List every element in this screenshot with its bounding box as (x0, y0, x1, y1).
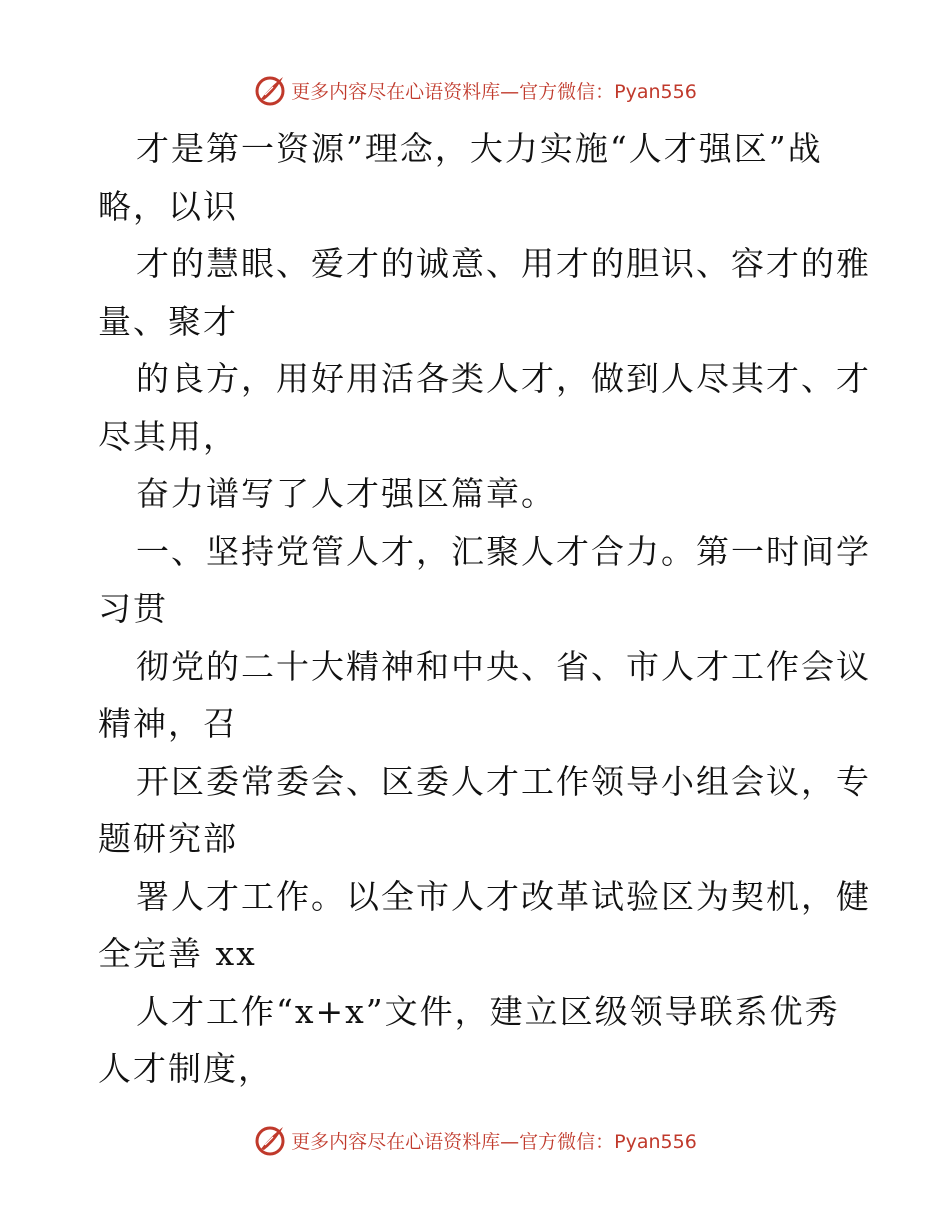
paragraph-line-continued: 题研究部 (98, 819, 238, 858)
feather-pen-logo-icon (253, 1123, 287, 1157)
paragraph (98, 523, 871, 638)
paragraph (98, 983, 858, 1098)
paragraph-line-continued: 全完善 xx (98, 934, 257, 973)
paragraph-line-continued: 略，以识 (98, 186, 238, 226)
paragraph (98, 753, 871, 868)
document-body (98, 120, 871, 1098)
paragraph-line: 奋力谱写了人才强区篇章。 (136, 474, 556, 513)
paragraph-line-continued: 量、聚才 (98, 301, 238, 341)
paragraph-line: 才的慧眼、爱才的诚意、用才的胆识、容才的雅 (136, 244, 871, 283)
paragraph (98, 120, 858, 235)
header-banner-text: 更多内容尽在心语资料库—官方微信：Pyan556 (291, 80, 697, 103)
paragraph-line: 开区委常委会、区委人才工作领导小组会议，专 (136, 761, 871, 801)
paragraph (98, 235, 871, 350)
feather-pen-logo-icon (253, 73, 287, 107)
paragraph-line: 彻党的二十大精神和中央、省、市人才工作会议 (136, 646, 871, 686)
paragraph (98, 465, 858, 523)
paragraph-line-continued: 人才制度， (98, 1049, 273, 1088)
paragraph-line: 署人才工作。以全市人才改革试验区为契机，健 (136, 876, 871, 916)
paragraph-line: 才是第一资源”理念，大力实施“人才强区”战 (136, 129, 823, 168)
paragraph-line-continued: 习贯 (98, 589, 168, 628)
paragraph-line: 人才工作“x+x”文件，建立区级领导联系优秀 (136, 991, 840, 1031)
footer-banner (0, 1120, 950, 1160)
paragraph-line: 的良方，用好用活各类人才，做到人尽其才、才 (136, 359, 871, 398)
paragraph-line: 一、坚持党管人才，汇聚人才合力。第一时间学 (136, 531, 871, 571)
footer-banner-text: 更多内容尽在心语资料库—官方微信：Pyan556 (291, 1130, 697, 1153)
header-banner (0, 70, 950, 110)
paragraph-line-continued: 精神，召 (98, 704, 238, 743)
paragraph (98, 638, 871, 753)
paragraph (98, 350, 871, 465)
paragraph-line-continued: 尽其用， (98, 416, 238, 456)
paragraph (98, 868, 871, 983)
